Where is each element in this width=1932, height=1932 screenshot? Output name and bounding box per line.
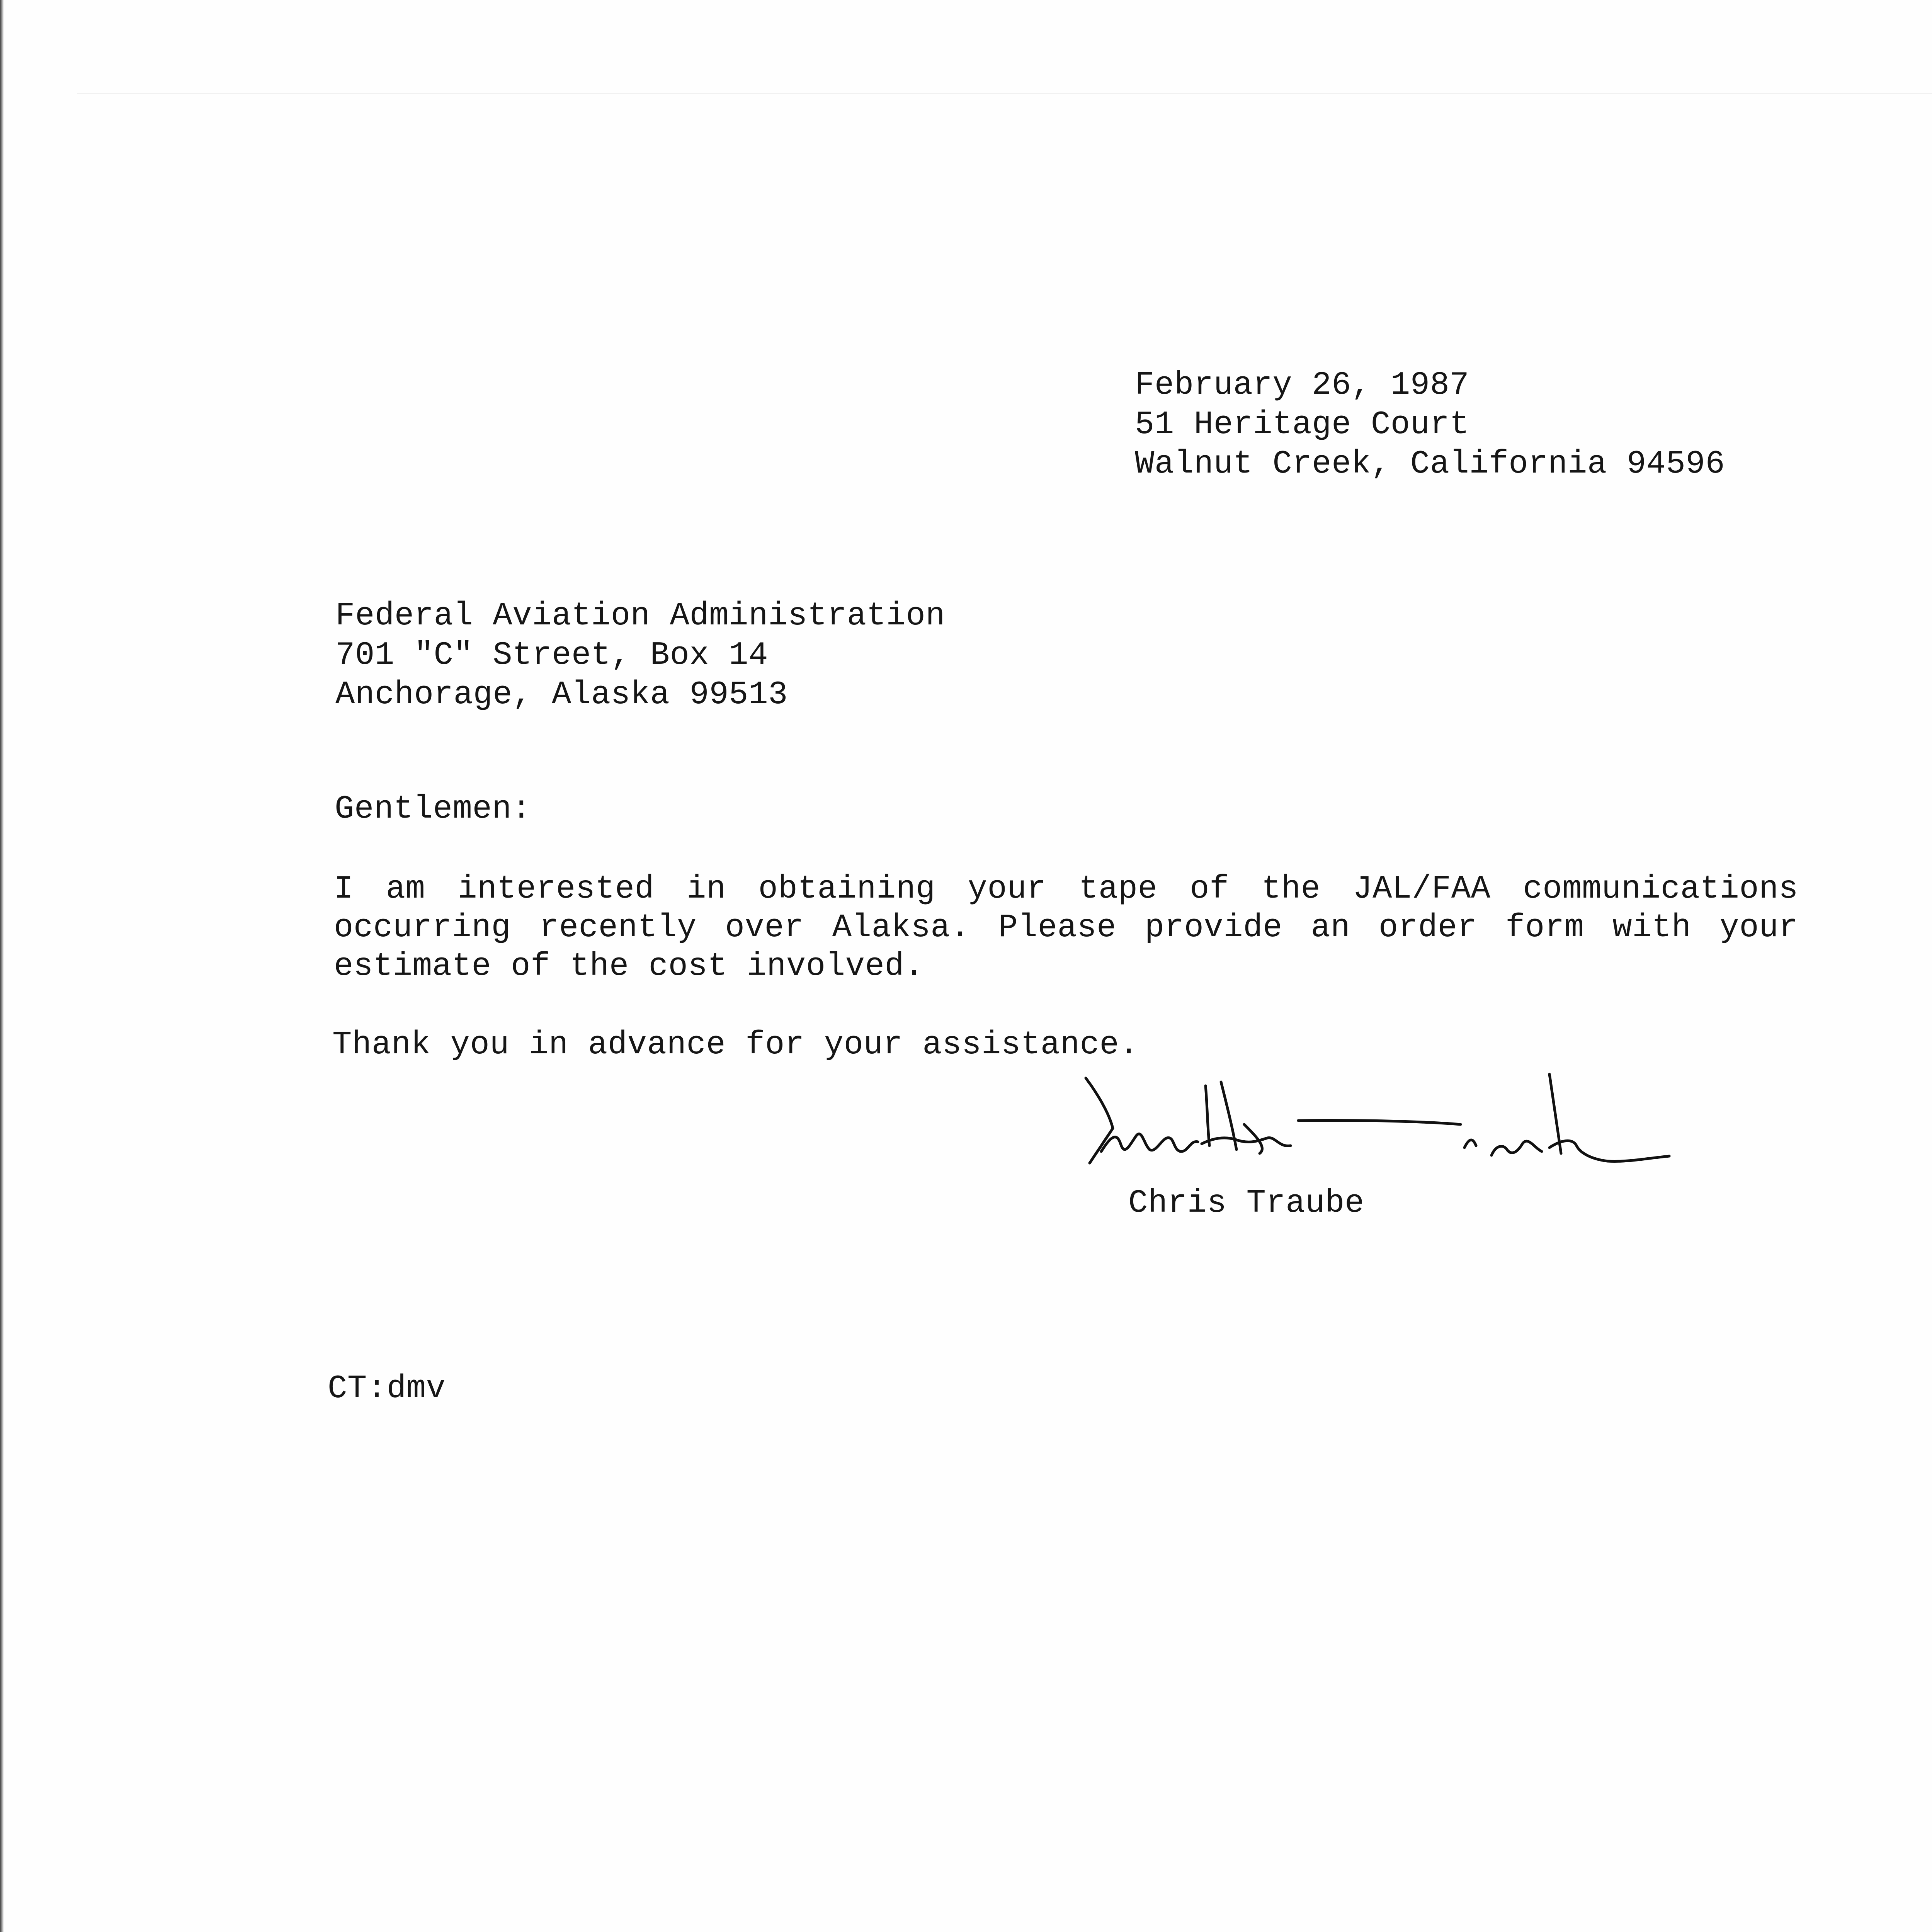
recipient-name: Federal Aviation Administration [335, 598, 946, 634]
typed-signature-name: Chris Traube [1128, 1185, 1364, 1222]
recipient-address-line1: 701 "C" Street, Box 14 [335, 637, 768, 674]
scan-edge-left [0, 0, 4, 1932]
letter-date: February 26, 1987 [1135, 367, 1469, 404]
fold-line-top [77, 93, 1932, 94]
salutation: Gentlemen: [335, 791, 532, 828]
sender-address-line1: 51 Heritage Court [1135, 406, 1469, 443]
recipient-address-line2: Anchorage, Alaska 99513 [335, 677, 788, 713]
sender-address-line2: Walnut Creek, California 94596 [1135, 446, 1725, 483]
reference-initials: CT:dmv [328, 1371, 446, 1407]
body-paragraph [334, 870, 1798, 986]
body-line-3: estimate of the cost involved. [334, 948, 924, 985]
handwritten-signature [1074, 1070, 1677, 1198]
body-line-2: occurring recently over Alaksa. Please provide an order form with your [334, 910, 1798, 946]
closing-line: Thank you in advance for your assistance. [332, 1027, 1139, 1063]
body-line-1: I am interested in obtaining your tape of the JAL/FAA communications [334, 871, 1798, 908]
